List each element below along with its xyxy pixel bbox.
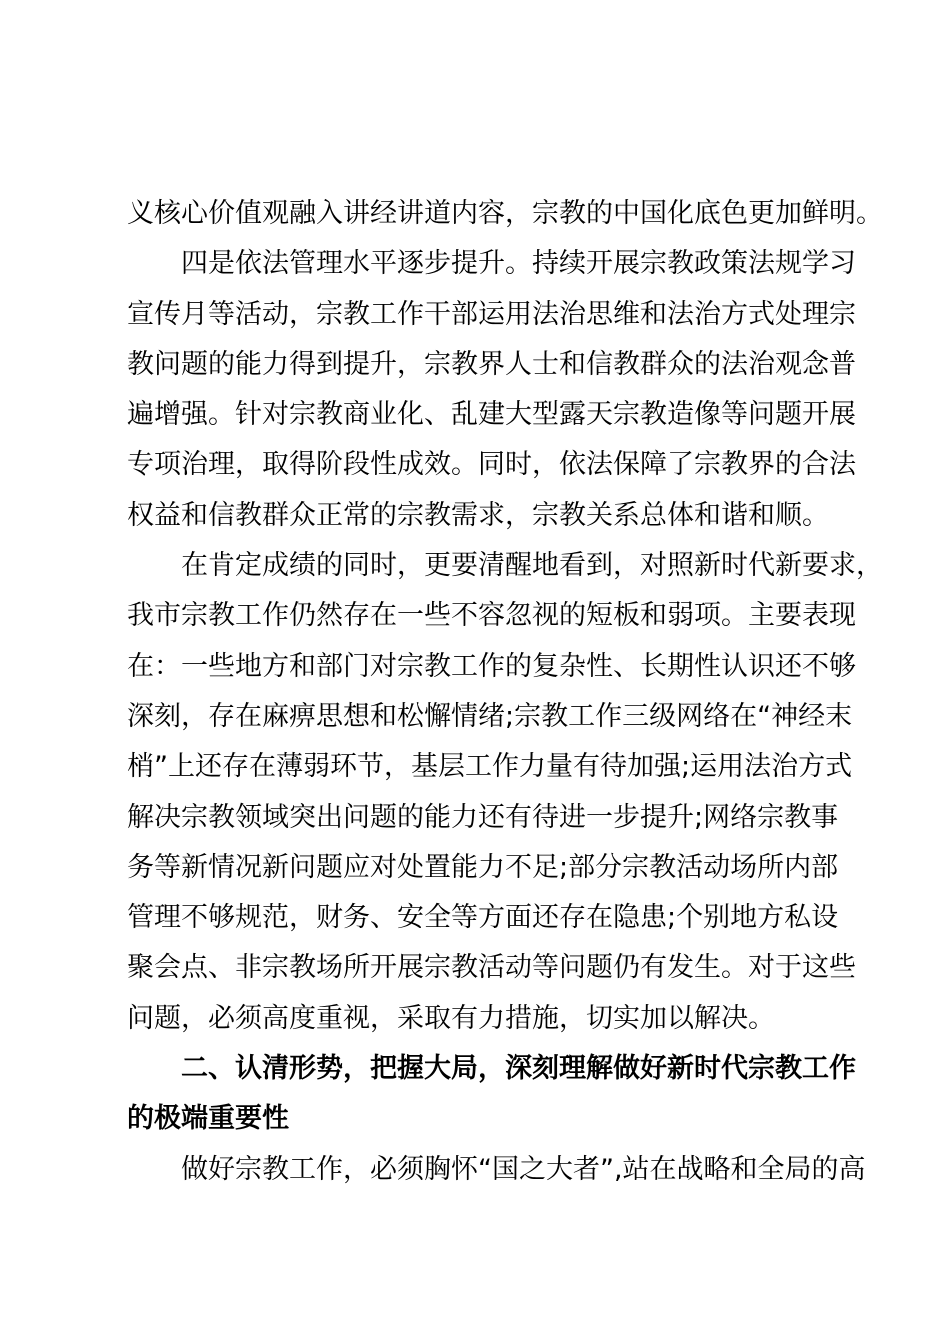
paragraph-line: 梢”上还存在薄弱环节，基层工作力量有待加强;运用法治方式 — [127, 751, 853, 783]
paragraph-line: 务等新情况新问题应对处置能力不足;部分宗教活动场所内部 — [127, 851, 839, 883]
paragraph-line: 权益和信教群众正常的宗教需求，宗教关系总体和谐和顺。 — [127, 499, 829, 531]
paragraph-line: 遍增强。针对宗教商业化、乱建大型露天宗教造像等问题开展 — [127, 399, 856, 431]
paragraph-line: 宣传月等活动，宗教工作干部运用法治思维和法治方式处理宗 — [127, 298, 856, 330]
paragraph-line: 四是依法管理水平逐步提升。持续开展宗教政策法规学习 — [181, 248, 856, 280]
section-heading-line: 的极端重要性 — [127, 1103, 289, 1135]
paragraph-line: 我市宗教工作仍然存在一些不容忽视的短板和弱项。主要表现 — [127, 600, 856, 632]
paragraph-line: 问题，必须高度重视，采取有力措施，切实加以解决。 — [127, 1002, 775, 1034]
paragraph-line: 管理不够规范，财务、安全等方面还存在隐患;个别地方私设 — [127, 902, 839, 934]
paragraph-line: 解决宗教领域突出问题的能力还有待进一步提升;网络宗教事 — [127, 801, 839, 833]
paragraph-line: 教问题的能力得到提升，宗教界人士和信教群众的法治观念普 — [127, 348, 856, 380]
paragraph-line: 在肯定成绩的同时，更要清醒地看到，对照新时代新要求， — [181, 550, 883, 582]
paragraph-line: 做好宗教工作，必须胸怀“国之大者”,站在战略和全局的高 — [181, 1153, 866, 1185]
paragraph-line: 在：一些地方和部门对宗教工作的复杂性、长期性认识还不够 — [127, 650, 856, 682]
paragraph-line: 专项治理，取得阶段性成效。同时，依法保障了宗教界的合法 — [127, 449, 856, 481]
paragraph-line: 义核心价值观融入讲经讲道内容，宗教的中国化底色更加鲜明。 — [127, 198, 883, 229]
section-heading-line: 二、认清形势，把握大局，深刻理解做好新时代宗教工作 — [181, 1053, 856, 1085]
document-body — [127, 189, 883, 1195]
paragraph-line: 聚会点、非宗教场所开展宗教活动等问题仍有发生。对于这些 — [127, 952, 856, 984]
paragraph-line: 深刻，存在麻痹思想和松懈情绪;宗教工作三级网络在“神经末 — [127, 700, 853, 732]
